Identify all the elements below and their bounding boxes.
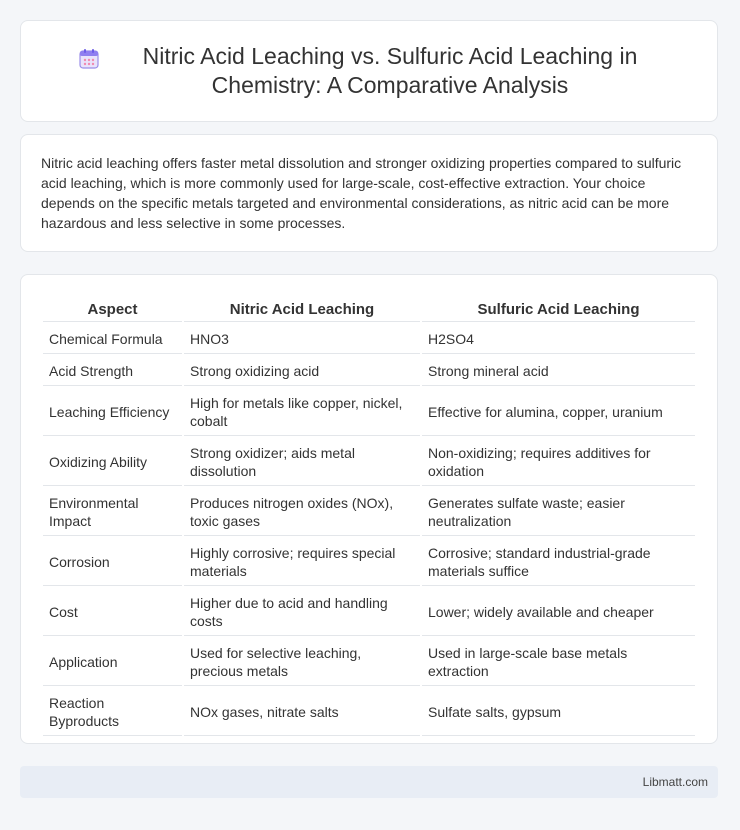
table-row — [43, 324, 695, 354]
row-aspect: Cost — [43, 588, 182, 636]
summary-card — [20, 134, 718, 252]
row-aspect: Leaching Efficiency — [43, 388, 182, 436]
table-row — [43, 356, 695, 386]
title-card — [20, 20, 718, 122]
row-sulfuric-value: H2SO4 — [422, 324, 695, 354]
comparison-card — [20, 274, 718, 744]
row-nitric-value: Strong oxidizer; aids metal dissolution — [184, 438, 420, 486]
title-row — [78, 42, 660, 100]
row-sulfuric-value: Non-oxidizing; requires additives for oxidation — [422, 438, 695, 486]
row-aspect: Acid Strength — [43, 356, 182, 386]
comparison-table — [41, 295, 697, 738]
column-header-aspect: Aspect — [43, 297, 182, 322]
table-row — [43, 688, 695, 736]
row-nitric-value: Produces nitrogen oxides (NOx), toxic gases — [184, 488, 420, 536]
table-row — [43, 588, 695, 636]
row-sulfuric-value: Used in large-scale base metals extraction — [422, 638, 695, 686]
column-header-nitric: Nitric Acid Leaching — [184, 297, 420, 322]
row-nitric-value: Strong oxidizing acid — [184, 356, 420, 386]
row-aspect: Chemical Formula — [43, 324, 182, 354]
footer — [20, 766, 718, 798]
row-nitric-value: Used for selective leaching, precious metals — [184, 638, 420, 686]
footer-brand: Libmatt.com — [642, 775, 708, 789]
row-sulfuric-value: Corrosive; standard industrial-grade materials suffice — [422, 538, 695, 586]
row-aspect: Corrosion — [43, 538, 182, 586]
column-header-sulfuric: Sulfuric Acid Leaching — [422, 297, 695, 322]
page-title: Nitric Acid Leaching vs. Sulfuric Acid Leaching in Chemistry: A Comparative Analysis — [142, 43, 638, 98]
row-aspect: Environmental Impact — [43, 488, 182, 536]
row-nitric-value: Higher due to acid and handling costs — [184, 588, 420, 636]
table-header-row — [43, 297, 695, 322]
row-nitric-value: HNO3 — [184, 324, 420, 354]
summary-text: Nitric acid leaching offers faster metal dissolution and stronger oxidizing properties compared to sulfuric acid leaching, which is more commonly used for large-scale, cost-effective extraction. Your choice depends on the specific metals targeted and environmental considerations, as nitric acid can be more hazardous and less selective in some processes. — [41, 155, 682, 231]
table-row — [43, 388, 695, 436]
row-sulfuric-value: Effective for alumina, copper, uranium — [422, 388, 695, 436]
row-aspect: Application — [43, 638, 182, 686]
row-sulfuric-value: Generates sulfate waste; easier neutralization — [422, 488, 695, 536]
row-nitric-value: High for metals like copper, nickel, cobalt — [184, 388, 420, 436]
calendar-icon — [78, 48, 100, 70]
row-aspect: Reaction Byproducts — [43, 688, 182, 736]
table-row — [43, 538, 695, 586]
table-row — [43, 438, 695, 486]
row-sulfuric-value: Sulfate salts, gypsum — [422, 688, 695, 736]
row-nitric-value: Highly corrosive; requires special materials — [184, 538, 420, 586]
table-row — [43, 488, 695, 536]
row-aspect: Oxidizing Ability — [43, 438, 182, 486]
row-sulfuric-value: Lower; widely available and cheaper — [422, 588, 695, 636]
table-row — [43, 638, 695, 686]
row-nitric-value: NOx gases, nitrate salts — [184, 688, 420, 736]
row-sulfuric-value: Strong mineral acid — [422, 356, 695, 386]
